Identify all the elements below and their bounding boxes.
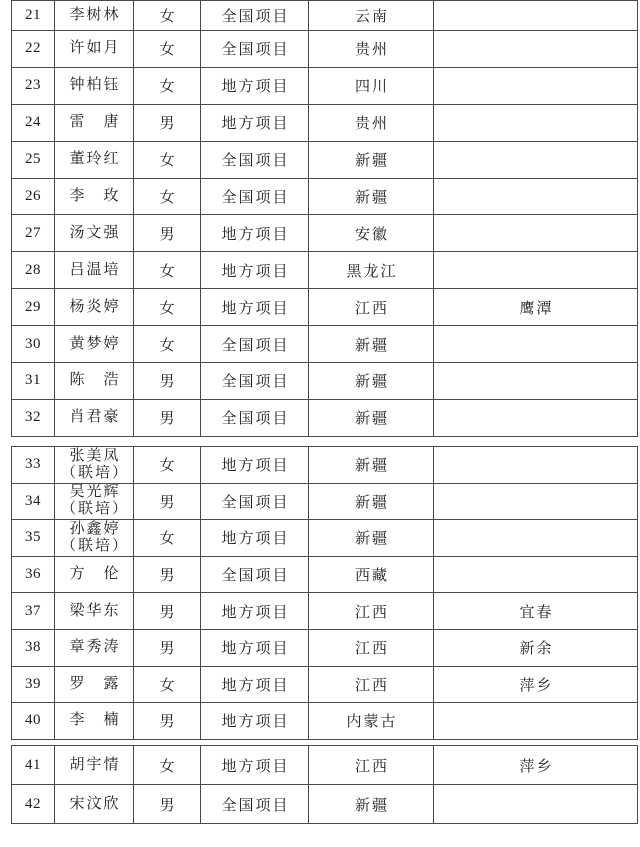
project-type-cell: 全国项目 xyxy=(201,326,309,363)
row-number-cell: 24 xyxy=(12,104,55,141)
row-number-cell: 33 xyxy=(12,447,55,484)
project-type-cell: 地方项目 xyxy=(201,746,309,785)
province-cell: 四川 xyxy=(309,67,434,104)
project-type-cell: 全国项目 xyxy=(201,363,309,400)
province-cell: 江西 xyxy=(309,593,434,630)
city-cell xyxy=(434,399,638,436)
row-number-cell: 22 xyxy=(12,31,55,68)
city-cell: 宜春 xyxy=(434,593,638,630)
city-cell xyxy=(434,67,638,104)
table-row xyxy=(12,31,638,68)
city-cell xyxy=(434,31,638,68)
city-cell xyxy=(434,215,638,252)
row-number-cell: 42 xyxy=(12,785,55,824)
city-cell xyxy=(434,252,638,289)
row-number-cell: 35 xyxy=(12,520,55,557)
table-row xyxy=(12,1,638,31)
project-type-cell: 地方项目 xyxy=(201,593,309,630)
row-number-cell: 25 xyxy=(12,141,55,178)
province-cell: 贵州 xyxy=(309,31,434,68)
row-number-cell: 37 xyxy=(12,593,55,630)
row-number-cell: 36 xyxy=(12,556,55,593)
table-row xyxy=(12,666,638,703)
city-cell: 鹰潭 xyxy=(434,289,638,326)
name-suffix: （联培） xyxy=(60,464,129,481)
name-cell: 罗 露 xyxy=(55,666,134,703)
province-cell: 新疆 xyxy=(309,785,434,824)
name-cell: 孙鑫婷 （联培） xyxy=(55,520,134,557)
name-cell: 董玲红 xyxy=(55,141,134,178)
table-row xyxy=(12,593,638,630)
table-row xyxy=(12,447,638,484)
province-cell: 江西 xyxy=(309,289,434,326)
city-cell xyxy=(434,703,638,740)
gender-cell: 男 xyxy=(134,483,201,520)
table-row xyxy=(12,141,638,178)
row-number-cell: 38 xyxy=(12,629,55,666)
row-number-cell: 23 xyxy=(12,67,55,104)
name-cell: 雷 唐 xyxy=(55,104,134,141)
gender-cell: 男 xyxy=(134,703,201,740)
province-cell: 新疆 xyxy=(309,520,434,557)
row-number-cell: 30 xyxy=(12,326,55,363)
table-row xyxy=(12,289,638,326)
province-cell: 安徽 xyxy=(309,215,434,252)
name-cell: 肖君豪 xyxy=(55,399,134,436)
gender-cell: 女 xyxy=(134,326,201,363)
row-number-cell: 32 xyxy=(12,399,55,436)
gender-cell: 男 xyxy=(134,104,201,141)
province-cell: 新疆 xyxy=(309,447,434,484)
city-cell: 萍乡 xyxy=(434,666,638,703)
province-cell: 新疆 xyxy=(309,141,434,178)
name-cell: 梁华东 xyxy=(55,593,134,630)
table-row xyxy=(12,520,638,557)
project-type-cell: 全国项目 xyxy=(201,141,309,178)
gender-cell: 女 xyxy=(134,1,201,31)
row-number-cell: 40 xyxy=(12,703,55,740)
table-row xyxy=(12,556,638,593)
gender-cell: 男 xyxy=(134,593,201,630)
roster-table-section-2 xyxy=(11,446,638,740)
roster-table-section-3 xyxy=(11,745,638,824)
name-cell: 方 伦 xyxy=(55,556,134,593)
row-number-cell: 34 xyxy=(12,483,55,520)
name-cell: 李 玫 xyxy=(55,178,134,215)
table-row xyxy=(12,483,638,520)
province-cell: 西藏 xyxy=(309,556,434,593)
city-cell: 萍乡 xyxy=(434,746,638,785)
province-cell: 内蒙古 xyxy=(309,703,434,740)
gender-cell: 女 xyxy=(134,31,201,68)
project-type-cell: 地方项目 xyxy=(201,666,309,703)
gender-cell: 女 xyxy=(134,67,201,104)
name-cell: 陈 浩 xyxy=(55,363,134,400)
gender-cell: 男 xyxy=(134,629,201,666)
project-type-cell: 全国项目 xyxy=(201,31,309,68)
project-type-cell: 地方项目 xyxy=(201,447,309,484)
city-cell xyxy=(434,326,638,363)
roster-table-section-1 xyxy=(11,0,638,437)
name-cell: 汤文强 xyxy=(55,215,134,252)
city-cell xyxy=(434,178,638,215)
project-type-cell: 地方项目 xyxy=(201,703,309,740)
province-cell: 新疆 xyxy=(309,399,434,436)
project-type-cell: 地方项目 xyxy=(201,104,309,141)
project-type-cell: 地方项目 xyxy=(201,520,309,557)
gender-cell: 男 xyxy=(134,785,201,824)
project-type-cell: 全国项目 xyxy=(201,556,309,593)
gender-cell: 男 xyxy=(134,215,201,252)
row-number-cell: 26 xyxy=(12,178,55,215)
name-cell: 李 楠 xyxy=(55,703,134,740)
city-cell xyxy=(434,363,638,400)
city-cell xyxy=(434,447,638,484)
table-row xyxy=(12,178,638,215)
city-cell xyxy=(434,556,638,593)
name-cell: 宋汶欣 xyxy=(55,785,134,824)
table-row xyxy=(12,215,638,252)
name-suffix: （联培） xyxy=(60,501,129,518)
project-type-cell: 全国项目 xyxy=(201,399,309,436)
project-type-cell: 全国项目 xyxy=(201,1,309,31)
name-cell: 胡宇情 xyxy=(55,746,134,785)
province-cell: 黑龙江 xyxy=(309,252,434,289)
province-cell: 江西 xyxy=(309,666,434,703)
gender-cell: 女 xyxy=(134,520,201,557)
project-type-cell: 地方项目 xyxy=(201,252,309,289)
table-row xyxy=(12,363,638,400)
gender-cell: 男 xyxy=(134,556,201,593)
gender-cell: 女 xyxy=(134,447,201,484)
project-type-cell: 地方项目 xyxy=(201,289,309,326)
gender-cell: 女 xyxy=(134,178,201,215)
province-cell: 江西 xyxy=(309,629,434,666)
project-type-cell: 全国项目 xyxy=(201,178,309,215)
table-row xyxy=(12,746,638,785)
gender-cell: 女 xyxy=(134,252,201,289)
project-type-cell: 全国项目 xyxy=(201,483,309,520)
province-cell: 新疆 xyxy=(309,363,434,400)
province-cell: 新疆 xyxy=(309,326,434,363)
gender-cell: 女 xyxy=(134,141,201,178)
province-cell: 新疆 xyxy=(309,178,434,215)
row-number-cell: 41 xyxy=(12,746,55,785)
name-cell: 章秀涛 xyxy=(55,629,134,666)
table-row xyxy=(12,785,638,824)
name-cell: 吕温培 xyxy=(55,252,134,289)
city-cell xyxy=(434,141,638,178)
city-cell xyxy=(434,785,638,824)
gender-cell: 女 xyxy=(134,289,201,326)
province-cell: 云南 xyxy=(309,1,434,31)
table-row xyxy=(12,629,638,666)
name-cell: 李树林 xyxy=(55,1,134,31)
province-cell: 新疆 xyxy=(309,483,434,520)
city-cell xyxy=(434,483,638,520)
project-type-cell: 地方项目 xyxy=(201,629,309,666)
city-cell xyxy=(434,104,638,141)
name-cell: 钟柏钰 xyxy=(55,67,134,104)
row-number-cell: 29 xyxy=(12,289,55,326)
gender-cell: 男 xyxy=(134,363,201,400)
row-number-cell: 31 xyxy=(12,363,55,400)
name-cell: 张美凤 （联培） xyxy=(55,447,134,484)
name-cell: 吴光辉 （联培） xyxy=(55,483,134,520)
table-row xyxy=(12,67,638,104)
province-cell: 江西 xyxy=(309,746,434,785)
row-number-cell: 27 xyxy=(12,215,55,252)
gender-cell: 女 xyxy=(134,666,201,703)
city-cell xyxy=(434,1,638,31)
table-row xyxy=(12,326,638,363)
name-suffix: （联培） xyxy=(60,537,129,554)
table-row xyxy=(12,703,638,740)
name-cell: 杨炎婷 xyxy=(55,289,134,326)
gender-cell: 男 xyxy=(134,399,201,436)
province-cell: 贵州 xyxy=(309,104,434,141)
city-cell: 新余 xyxy=(434,629,638,666)
row-number-cell: 21 xyxy=(12,1,55,31)
table-row xyxy=(12,104,638,141)
city-cell xyxy=(434,520,638,557)
row-number-cell: 39 xyxy=(12,666,55,703)
name-cell: 黄梦婷 xyxy=(55,326,134,363)
table-row xyxy=(12,252,638,289)
project-type-cell: 全国项目 xyxy=(201,785,309,824)
row-number-cell: 28 xyxy=(12,252,55,289)
table-row xyxy=(12,399,638,436)
project-type-cell: 地方项目 xyxy=(201,67,309,104)
gender-cell: 女 xyxy=(134,746,201,785)
name-cell: 许如月 xyxy=(55,31,134,68)
project-type-cell: 地方项目 xyxy=(201,215,309,252)
